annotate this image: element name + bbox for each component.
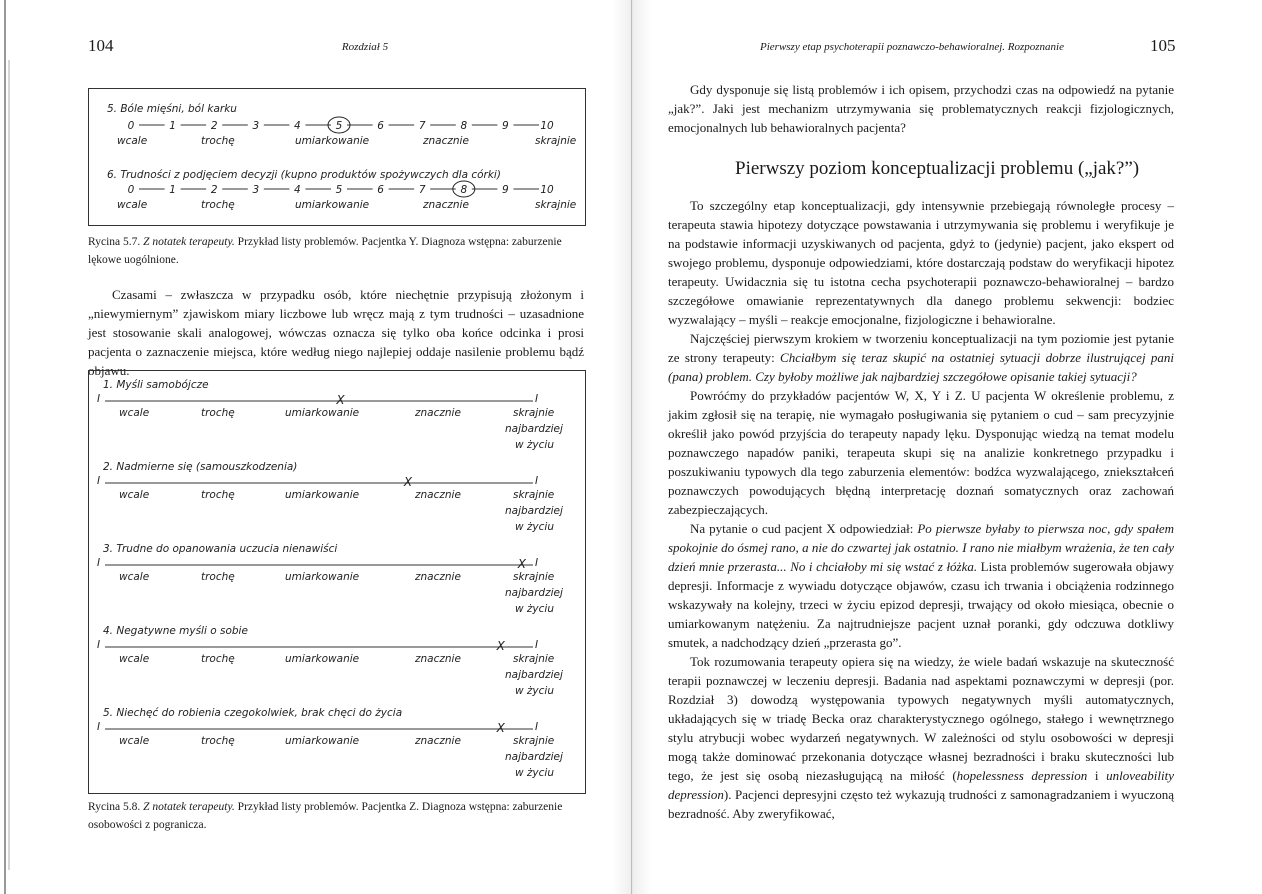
scale-label: trochę — [201, 199, 235, 211]
patient-mark: X — [336, 393, 345, 407]
scale-label: znacznie — [423, 199, 469, 211]
paragraph-5-term-1: hopelessness depression — [956, 768, 1088, 783]
paragraph-2 — [668, 329, 1174, 386]
scale-number: 4 — [294, 120, 301, 132]
scale-label: skrajnie — [535, 135, 577, 147]
caption-text: Przykład listy problemów. Pacjentka Y. Diagnoza wstępna: zaburzenie lękowe uogólnione. — [88, 236, 562, 266]
paragraph-5-term-2: unloveability depression — [668, 768, 1174, 802]
scale-label: umiarkowanie — [285, 571, 360, 583]
caption-source: Z notatek terapeuty. — [143, 801, 235, 813]
figure-5-7-item-6-title: 6. Trudności z podjęciem decyzji (kupno produktów spożywczych dla córki) — [107, 169, 501, 181]
scale-number: 2 — [210, 184, 218, 196]
scale-label: wcale — [117, 135, 148, 147]
scale-label: skrajnie — [535, 199, 577, 211]
scale-start-marker: I — [97, 475, 101, 487]
paragraph-2-quote: Chciałbym się teraz skupić na ostatniej sytuacji dobrze ilustrującej pani (pana) problem. Czy byłoby możliwe jak najbardziej szczegółowe opisanie takiej sytuacji? — [668, 350, 1175, 384]
paragraph-4-start: Na pytanie o cud pacjent X odpowiedział: — [690, 521, 918, 536]
left-paragraph: Czasami – zwłaszcza w przypadku osób, które niechętnie przypisują złożonym i „niewymiernym” zjawiskom miary liczbowe lub wręcz mają z tym trudności – uzasadnione jest stosowanie skali analogowej, wówczas oznacza się tylko oba końce odcinka i prosi pacjenta o zaznaczenie miejsca, które według niego najlepiej oddaje nasilenie problemu bądź objawu. — [88, 287, 584, 378]
scale-row-5 — [128, 117, 554, 133]
scan-edge — [0, 0, 14, 894]
paragraph-2-start: Najczęściej pierwszym krokiem w tworzeniu konceptualizacji na tym poziomie jest pytanie ze strony terapeuty: — [668, 331, 1174, 365]
scale-label: w życiu — [515, 521, 554, 533]
scale-start-marker: I — [97, 639, 101, 651]
paragraph-5-end: ). Pacjenci depresyjni często też wykazują trudności z samonagradzaniem i wyuczoną bezradność. Aby zweryfikować, — [668, 787, 1174, 821]
scale-label: skrajnie — [513, 571, 555, 583]
scale-end-marker: I — [535, 557, 539, 569]
figure-5-7-caption — [88, 233, 588, 269]
patient-mark: X — [403, 475, 413, 489]
right-running-head: Pierwszy etap psychoterapii poznawczo-behawioralnej. Rozpoznanie — [760, 41, 1064, 53]
scale-label: trochę — [201, 571, 235, 583]
scale-label: wcale — [119, 571, 150, 583]
caption-label: Rycina 5.7. — [88, 236, 141, 248]
scale-start-marker: I — [97, 721, 101, 733]
scale-number: 1 — [169, 184, 176, 196]
scale-number: 5 — [335, 184, 343, 196]
scale-number: 1 — [169, 120, 176, 132]
scale-start-marker: I — [97, 393, 101, 405]
right-intro-paragraph: Gdy dysponuje się listą problemów i ich opisem, przychodzi czas na odpowiedź na pytanie „jak?”. Jaki jest mechanizm utrzymywania się problematycznych reakcji fizjologicznych, emocjonalnych lub behawioralnych pacjenta? — [668, 82, 1174, 135]
scale-label: w życiu — [515, 439, 554, 451]
scale-number: 8 — [460, 184, 468, 196]
scale-number: 0 — [127, 120, 135, 132]
paragraph-4 — [668, 519, 1174, 652]
paragraph-5-and: i — [1087, 768, 1107, 783]
scale-number: 7 — [418, 120, 426, 132]
scale-label: w życiu — [515, 685, 554, 697]
scale-label: trochę — [201, 653, 235, 665]
scale-label: wcale — [117, 199, 148, 211]
scale-row-6 — [128, 181, 554, 197]
scale-label: trochę — [201, 407, 235, 419]
scale-end-marker: I — [535, 393, 539, 405]
figure-5-8-item-title: 2. Nadmierne się (samouszkodzenia) — [103, 461, 298, 473]
paragraph-1: To szczególny etap konceptualizacji, gdy intensywnie przebiegają równoległe procesy – terapeuta stawia hipotezy dotyczące powstawania i utrzymywania się problemu i weryfikuje je na podstawie informacji uzyskiwanych od pacjenta, gdyż to (jedynie) pacjent, jako ekspert od swojego problemu, dysponuje odpowiedziami, które dostarczają podstaw do weryfikacji hipotez terapeuty. Uwidacznia się tu istotna cecha psychoterapii poznawczo-behawioralnej – bardzo szczegółowe omawianie reprezentatywnych dla danego problemu sekwencji: bodziec wyzwalający – myśli – reakcje emocjonalne, fizjologiczne i behawioralne. — [668, 198, 1174, 327]
figure-5-8 — [88, 370, 586, 794]
paragraph-5 — [668, 652, 1174, 823]
scale-label: trochę — [201, 135, 235, 147]
scale-label: wcale — [119, 653, 150, 665]
scale-number: 3 — [252, 120, 260, 132]
scale-label: znacznie — [415, 571, 461, 583]
patient-mark: X — [496, 721, 505, 735]
scale-label: najbardziej — [505, 751, 563, 763]
scale-number: 10 — [540, 184, 554, 196]
scale-number: 10 — [540, 120, 554, 132]
section-heading: Pierwszy poziom konceptualizacji problemu („jak?”) — [735, 158, 1140, 179]
scale-label: umiarkowanie — [285, 735, 360, 747]
scale-label: znacznie — [415, 489, 461, 501]
figure-5-8-item-title: 4. Negatywne myśli o sobie — [103, 625, 248, 637]
paragraph-5-start: Tok rozumowania terapeuty opiera się na wiedzy, że wiele badań wskazuje na skuteczność terapii poznawczej w leczeniu depresji. Badania nad aspektami poznawczymi w depresji (por. Rozdział 3) dowodzą występowania typowych negatywnych myśli automatycznych, układających się w triadę Becka oraz charakterystycznego ogólnego, stałego i wewnętrznego stylu atrybucji wobec wydarzeń negatywnych. W zależności od stylu osobowości w depresji mogą także dominować przekonania dotyczące własnej bezradności i braku skuteczności lub tego, że jest się osobą niezasługującą na miłość ( — [668, 654, 1174, 783]
patient-mark: X — [496, 639, 505, 653]
scale-start-marker: I — [97, 557, 101, 569]
scale-number: 4 — [294, 184, 301, 196]
scale-label: trochę — [201, 489, 235, 501]
scale-label: znacznie — [415, 407, 461, 419]
scale-number: 5 — [335, 120, 343, 132]
left-page-number: 104 — [88, 36, 114, 55]
scale-label: najbardziej — [505, 423, 563, 435]
scale-label: skrajnie — [513, 653, 555, 665]
scale-label: wcale — [119, 489, 150, 501]
figure-5-7 — [88, 88, 586, 226]
scale-number: 9 — [502, 120, 509, 132]
scale-label: umiarkowanie — [285, 653, 360, 665]
scale-number: 9 — [502, 184, 509, 196]
scale-number: 2 — [210, 120, 218, 132]
paragraph-4-quote: Po pierwsze byłaby to pierwsza noc, gdy spałem spokojnie do ósmej rano, a nie do czwartej jak ostatnio. I rano nie miałbym wrażenia, że ten cały dzień mnie przerasta... No i chciałoby mi się wstać z łóżka. — [668, 521, 1174, 574]
right-page-number: 105 — [1150, 36, 1176, 55]
scale-label: znacznie — [415, 735, 461, 747]
scale-end-marker: I — [535, 721, 539, 733]
scale-label: skrajnie — [513, 735, 555, 747]
scale-label: skrajnie — [513, 407, 555, 419]
scale-end-marker: I — [535, 639, 539, 651]
figure-5-8-caption — [88, 798, 588, 834]
scale-end-marker: I — [535, 475, 539, 487]
figure-5-8-item-title: 1. Myśli samobójcze — [103, 379, 209, 391]
scale-label: znacznie — [423, 135, 469, 147]
right-body — [668, 196, 1174, 823]
figure-5-7-item-5-title: 5. Bóle mięśni, ból karku — [107, 103, 237, 115]
scale-label: umiarkowanie — [285, 489, 360, 501]
scale-label: najbardziej — [505, 587, 563, 599]
book-gutter — [631, 0, 632, 894]
scale-label: najbardziej — [505, 505, 563, 517]
scale-label: w życiu — [515, 603, 554, 615]
scale-number: 8 — [460, 120, 468, 132]
caption-source: Z notatek terapeuty. — [143, 236, 235, 248]
scale-label: w życiu — [515, 767, 554, 779]
scale-number: 3 — [252, 184, 260, 196]
paragraph-3: Powróćmy do przykładów pacjentów W, X, Y i Z. U pacjenta W określenie problemu, z jakim zgłosił się na terapię, nie wymagało posługiwania się pytaniem o cud – sam precyzyjnie określił jako powód przyjścia do terapeuty napady lęku. Dysponując wiedzą na temat modelu poznawczego napadów paniki, terapeuta skupi się na analizie konkretnego przypadku i poszukiwaniu typowych dla tego zaburzenia elementów: bodźca wyzwalającego, zniekształceń poznawczych powodujących błędną interpretację doznań somatycznych oraz zachowań zabezpieczających. — [668, 388, 1174, 517]
paragraph-4-end: Lista problemów sugerowała objawy depresji. Informacje z wywiadu dotyczące objawów, czasu ich trwania i obciążenia rodzinnego wskazywały na kolejny, trzeci w życiu epizod depresji, trwający od około miesiąca, obecnie o umiarkowanym natężeniu. Za najtrudniejsze pacjent uznał poranki, gdy odczuwa dotkliwy smutek, a nadchodzący dzień „przerasta go”. — [668, 559, 1174, 650]
left-running-head: Rozdział 5 — [341, 41, 389, 53]
scale-label: umiarkowanie — [295, 199, 370, 211]
scale-label: znacznie — [415, 653, 461, 665]
scale-number: 0 — [127, 184, 135, 196]
caption-text: Przykład listy problemów. Pacjentka Z. Diagnoza wstępna: zaburzenie osobowości z pogranicza. — [88, 801, 563, 831]
scale-number: 6 — [377, 184, 384, 196]
scale-label: umiarkowanie — [285, 407, 360, 419]
scale-label: wcale — [119, 407, 150, 419]
figure-5-8-item-title: 5. Niechęć do robienia czegokolwiek, brak chęci do życia — [103, 707, 403, 719]
scale-number: 6 — [377, 120, 384, 132]
scale-label: trochę — [201, 735, 235, 747]
scale-label: umiarkowanie — [295, 135, 370, 147]
scale-label: skrajnie — [513, 489, 555, 501]
scale-label: najbardziej — [505, 669, 563, 681]
scale-label: wcale — [119, 735, 150, 747]
scale-number: 7 — [418, 184, 426, 196]
patient-mark: X — [517, 557, 526, 571]
caption-label: Rycina 5.8. — [88, 801, 141, 813]
book-gutter-shadow — [612, 0, 652, 894]
figure-5-8-item-title: 3. Trudne do opanowania uczucia nienawiści — [103, 543, 338, 555]
